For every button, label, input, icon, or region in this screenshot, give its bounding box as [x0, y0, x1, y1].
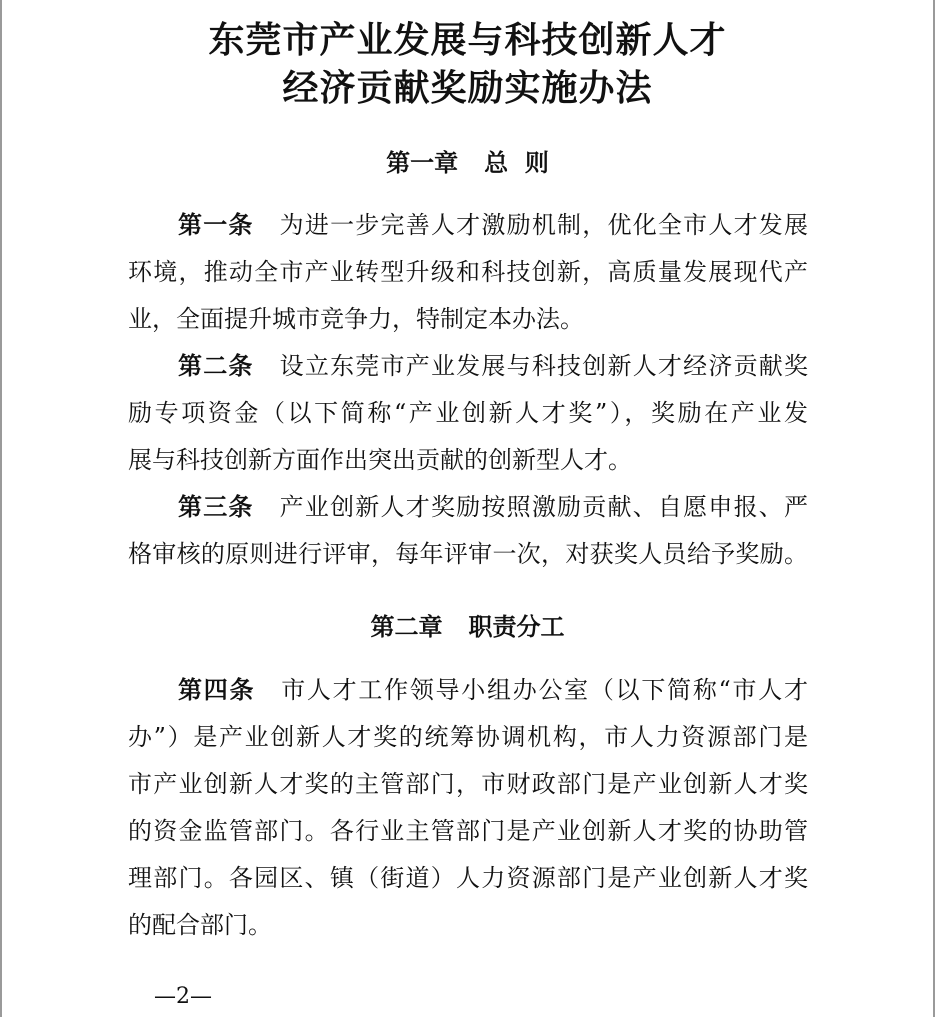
article-4-line-6: 的配合部门。: [128, 911, 272, 939]
article-4-text-1: 市人才工作领导小组办公室（以下简称“市人才: [281, 676, 808, 704]
article-1-line-2: 环境，推动全市产业转型升级和科技创新，高质量发展现代产: [128, 258, 808, 286]
article-4-line-1: [178, 675, 808, 705]
article-1-line-1: [178, 210, 808, 240]
article-2-line-2: 励专项资金（以下简称“产业创新人才奖”），奖励在产业发: [128, 399, 808, 427]
chapter-2-number: 第二章: [370, 613, 443, 641]
chapter-2-name: 职责分工: [468, 613, 565, 641]
chapter-1-name: 总 则: [484, 149, 549, 177]
article-4-line-5: 理部门。各园区、镇（街道）人力资源部门是产业创新人才奖: [128, 864, 808, 892]
article-2-line-1: [178, 351, 808, 381]
document-title-line-2: 经济贡献奖励实施办法: [282, 67, 653, 109]
article-2-text-1: 设立东莞市产业发展与科技创新人才经济贡献奖: [279, 352, 809, 380]
document-title-line-1: 东莞市产业发展与科技创新人才: [208, 19, 727, 61]
article-2-line-3: 展与科技创新方面作出突出贡献的创新型人才。: [128, 446, 632, 474]
article-3-label: 第三条: [178, 493, 254, 521]
page-number: —2—: [154, 984, 212, 1009]
article-4-line-2: 办”）是产业创新人才奖的统筹协调机构，市人力资源部门是: [128, 723, 808, 751]
article-1-text-1: 为进一步完善人才激励机制，优化全市人才发展: [279, 211, 809, 239]
article-4-line-3: 市产业创新人才奖的主管部门，市财政部门是产业创新人才奖: [128, 770, 808, 798]
article-3-text-1: 产业创新人才奖励按照激励贡献、自愿申报、严: [279, 493, 809, 521]
chapter-1-number: 第一章: [386, 149, 459, 177]
article-4-label: 第四条: [178, 676, 256, 704]
article-2-label: 第二条: [178, 352, 254, 380]
article-1-label: 第一条: [178, 211, 254, 239]
article-3-line-1: [178, 492, 808, 522]
chapter-2-heading: [2, 607, 933, 642]
article-3-line-2: 格审核的原则进行评审，每年评审一次，对获奖人员给予奖励。: [128, 540, 808, 568]
article-1-line-3: 业，全面提升城市竞争力，特制定本办法。: [128, 305, 584, 333]
article-4-line-4: 的资金监管部门。各行业主管部门是产业创新人才奖的协助管: [128, 817, 808, 845]
chapter-1-heading: [2, 143, 933, 178]
